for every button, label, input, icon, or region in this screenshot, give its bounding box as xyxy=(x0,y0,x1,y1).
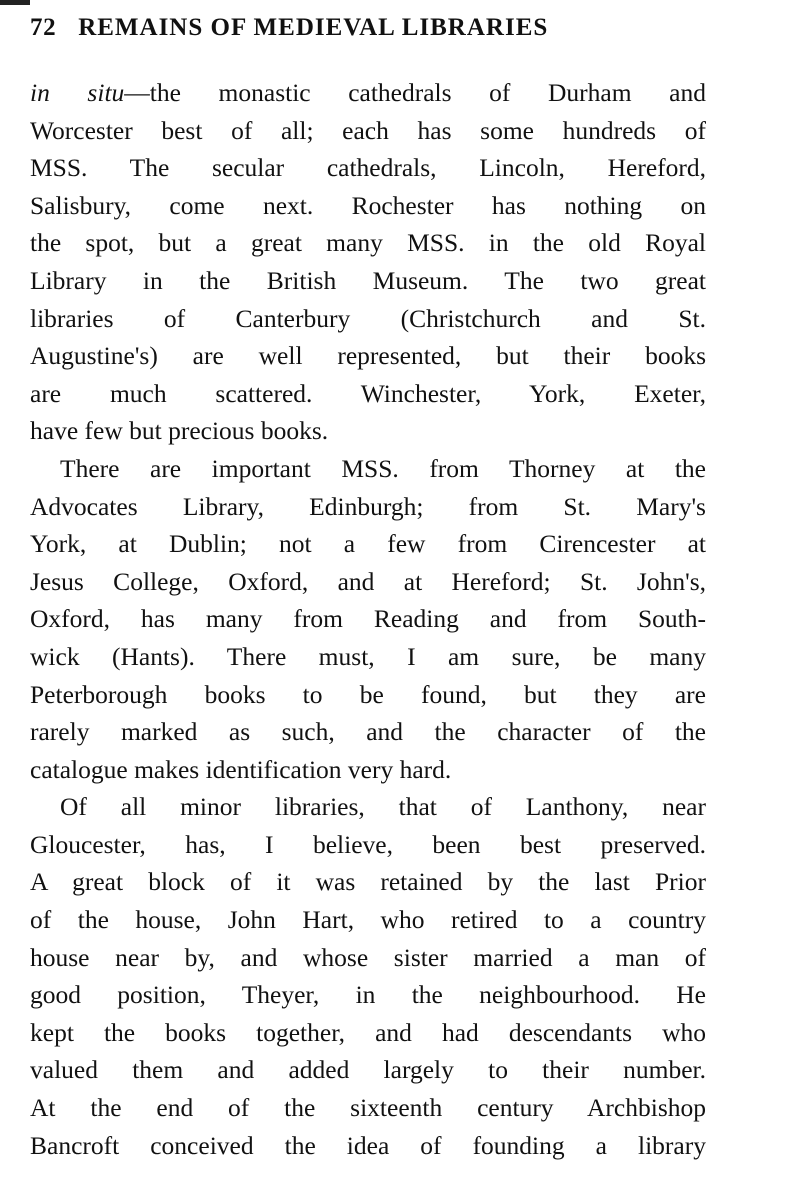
text-line: Jesus College, Oxford, and at Hereford; St. John's, xyxy=(30,566,706,596)
text-line: have few but precious books. xyxy=(30,416,329,446)
text-line: MSS. The secular cathedrals, Lincoln, Hereford, xyxy=(30,153,706,183)
text-line: wick (Hants). There must, I am sure, be many xyxy=(30,641,706,671)
text-line: catalogue makes identification very hard. xyxy=(30,754,452,784)
running-head-title: REMAINS OF MEDIEVAL LIBRARIES xyxy=(78,14,549,41)
text-line: of the house, John Hart, who retired to a country xyxy=(30,905,706,935)
line-text: —the monastic cathedrals of Durham and xyxy=(124,78,706,107)
paragraph xyxy=(30,788,706,1164)
text-line: At the end of the sixteenth century Archbishop xyxy=(30,1093,706,1123)
running-head xyxy=(30,14,706,58)
text-line: Augustine's) are well represented, but their books xyxy=(30,341,706,371)
text-line: Peterborough books to be found, but they are xyxy=(30,679,706,709)
text-line: the spot, but a great many MSS. in the old Royal xyxy=(30,228,706,258)
text-line: Salisbury, come next. Rochester has nothing on xyxy=(30,190,706,220)
text-line: libraries of Canterbury (Christchurch and St. xyxy=(30,303,706,333)
text-line: Worcester best of all; each has some hundreds of xyxy=(30,115,706,145)
text-line: Of all minor libraries, that of Lanthony, near xyxy=(60,792,706,822)
text-line: A great block of it was retained by the last Prior xyxy=(30,867,706,897)
text-line: are much scattered. Winchester, York, Exeter, xyxy=(30,378,706,408)
book-page xyxy=(30,14,706,1164)
text-line: Library in the British Museum. The two great xyxy=(30,265,706,295)
text-line xyxy=(30,74,706,112)
text-line: rarely marked as such, and the character of the xyxy=(30,717,706,747)
text-line: valued them and added largely to their number. xyxy=(30,1055,706,1085)
text-line: Advocates Library, Edinburgh; from St. Mary's xyxy=(30,491,706,521)
text-line: There are important MSS. from Thorney at the xyxy=(60,453,706,483)
text-line: Gloucester, has, I believe, been best preserved. xyxy=(30,829,706,859)
paragraph xyxy=(30,450,706,788)
text-line: Oxford, has many from Reading and from South- xyxy=(30,604,706,634)
text-line: house near by, and whose sister married a man of xyxy=(30,942,706,972)
text-line: York, at Dublin; not a few from Cirencester at xyxy=(30,529,706,559)
italic-phrase: in situ xyxy=(30,78,125,107)
paragraph xyxy=(30,74,706,450)
body-text xyxy=(30,74,706,1164)
text-line: Bancroft conceived the idea of founding a library xyxy=(30,1130,706,1160)
text-line: kept the books together, and had descendants who xyxy=(30,1017,706,1047)
scan-corner-mark xyxy=(0,0,30,5)
page-number: 72 xyxy=(30,14,57,41)
text-line: good position, Theyer, in the neighbourhood. He xyxy=(30,980,706,1010)
